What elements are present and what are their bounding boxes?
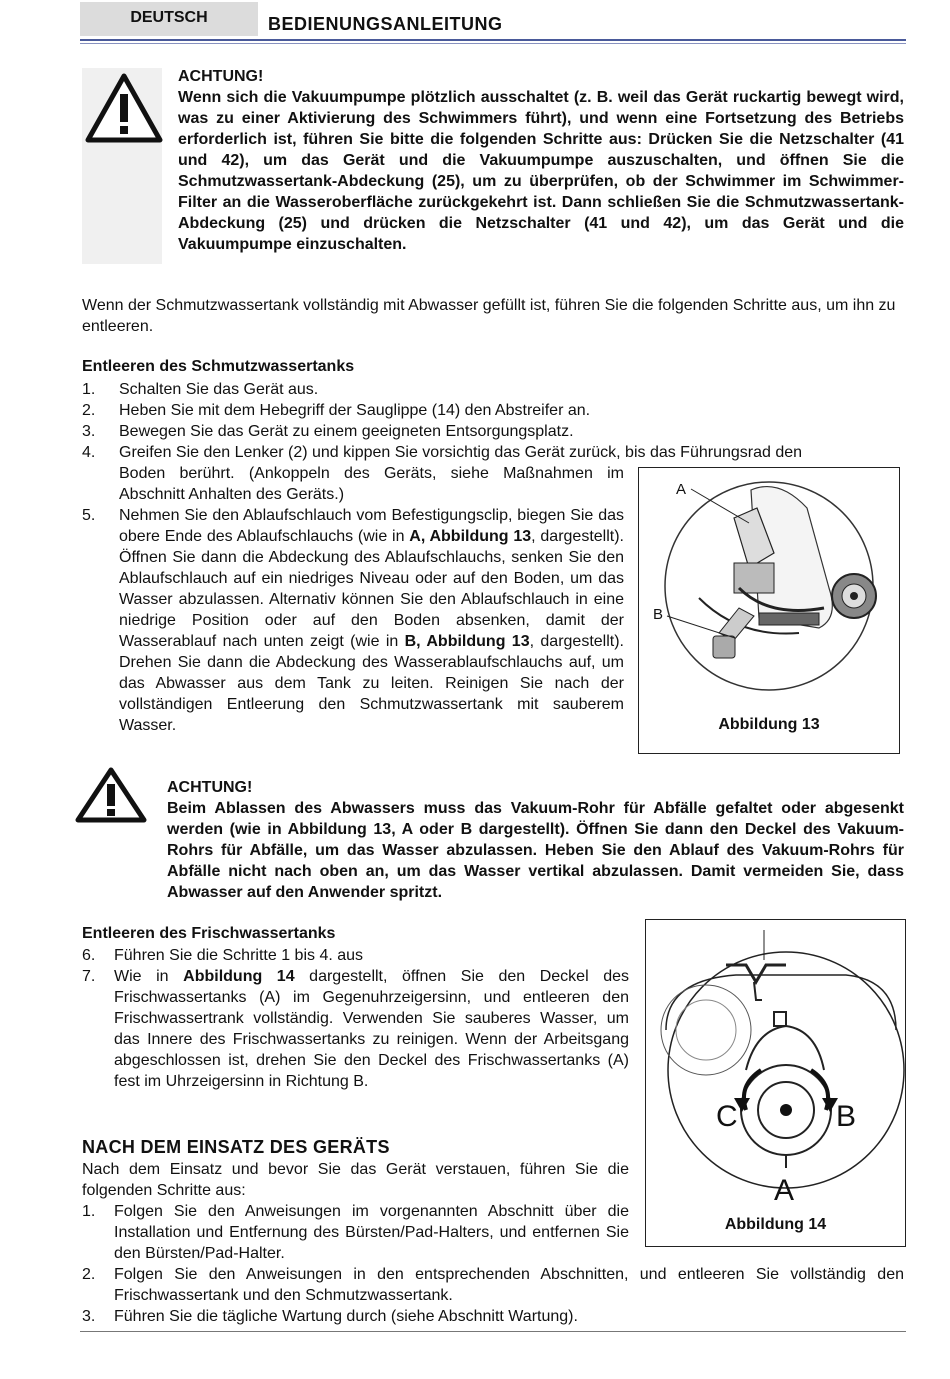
list-item: 3. Führen Sie die tägliche Wartung durch (siehe Abschnitt Wartung). bbox=[82, 1308, 578, 1325]
warning-block-2 bbox=[167, 777, 904, 903]
section-heading-dirty-tank: Entleeren des Schmutzwassertanks bbox=[82, 358, 355, 375]
list-item: 2. Heben Sie mit dem Hebegriff der Sauglippe (14) den Abstreifer an. bbox=[82, 402, 591, 419]
warning-icon-panel bbox=[82, 68, 162, 264]
figure-caption: Abbildung 13 bbox=[718, 716, 820, 733]
warning-title: ACHTUNG! bbox=[167, 779, 253, 796]
list-item: 3. Bewegen Sie das Gerät zu einem geeigneten Entsorgungsplatz. bbox=[82, 423, 574, 440]
warning-text: Wenn sich die Vakuumpumpe plötzlich ausschaltet (z. B. weil das Gerät ruckartig bewegt wird, was zu einer Aktivierung des Schwimmers führt), und wenn eine Fortsetzung des Betriebs erforderlich ist, führen Sie bitte die folgenden Schritte aus: Drücken Sie die Netzschalter (41 und 42), um das Gerät und die Vakuumpumpe auszuschalten, und öffnen Sie die Schmutzwassertank-Abdeckung (25), um zu überprüfen, ob der Schwimmer im Schwimmer-Filter an die Wasseroberfläche zurückgekehrt ist. Dann schließen Sie die Schmutzwassertank-Abdeckung (25) und drücken die Netzschalter (41 und 42), um das Gerät und die Vakuumpumpe einzuschalten. bbox=[178, 89, 904, 253]
list-item: 6. Führen Sie die Schritte 1 bis 4. aus bbox=[82, 947, 364, 964]
figure-label-c: C bbox=[716, 1100, 738, 1133]
steps-fresh-tank bbox=[82, 945, 629, 1092]
header-rule-thin bbox=[80, 43, 906, 44]
list-item: 4. Greifen Sie den Lenker (2) und kippen Sie vorsichtig das Gerät zurück, bis das Führungsrad den bbox=[82, 444, 803, 461]
figure-13 bbox=[638, 467, 900, 754]
header-rule bbox=[80, 39, 906, 41]
language-tab: DEUTSCH bbox=[80, 2, 258, 36]
step-4-continued: Boden berührt. (Ankoppeln des Geräts, siehe Maßnahmen im Abschnitt Anhalten des Geräts.) bbox=[119, 465, 624, 503]
figure-label-a: A bbox=[774, 1174, 795, 1207]
figure-14 bbox=[645, 919, 906, 1247]
document-title: BEDIENUNGSANLEITUNG bbox=[268, 14, 503, 34]
steps-after-use bbox=[82, 1201, 629, 1264]
warning-triangle-icon bbox=[84, 70, 164, 150]
section-heading-fresh-tank: Entleeren des Frischwassertanks bbox=[82, 925, 336, 942]
warning-title: ACHTUNG! bbox=[178, 68, 264, 85]
list-item: 5. Nehmen Sie den Ablaufschlauch vom Befestigungsclip, biegen Sie das obere Ende des Ablaufschlauchs (wie in A, Abbildung 13, dargestellt). Öffnen Sie dann die Abdeckung des Ablaufschlauchs, senken Sie den Ablaufschlauch auf ein niedriges Niveau oder auf den Boden, um das Wasser abzulassen. Alternativ können Sie den Ablaufschlauch in eine niedrige Position oder auf den Boden absenken, damit der Wasserablauf nach unten zeigt (wie in B, Abbildung 13, dargestellt). Drehen Sie dann die Abdeckung des Wasserablaufschlauchs auf, um das Abwasser aus dem Tank zu leiten. Reinigen Sie nach der vollständigen Entleerung den Schmutzwassertank mit sauberem Wasser. bbox=[82, 507, 625, 734]
figure-label-b: B bbox=[836, 1100, 857, 1133]
footer-rule bbox=[80, 1331, 906, 1332]
warning-text: Beim Ablassen des Abwassers muss das Vakuum-Rohr für Abfälle gefaltet oder abgesenkt werden (wie in Abbildung 13, A oder B dargestellt). Öffnen Sie dann den Deckel des Vakuum-Rohrs für Abfälle, um das Wasser abzulassen. Heben Sie den Ablauf des Vakuum-Rohrs für Abfälle nicht nach oben an, um das Wasser vertikal abzulassen. Damit vermeiden Sie, dass Abwasser auf den Anwender spritzt. bbox=[167, 800, 904, 901]
floor-scrubber-drain-illustration bbox=[639, 468, 899, 713]
warning-triangle-icon bbox=[74, 766, 148, 824]
steps-after-use-cont bbox=[82, 1264, 904, 1327]
list-item: 1. Schalten Sie das Gerät aus. bbox=[82, 381, 319, 398]
figure-caption: Abbildung 14 bbox=[724, 1216, 827, 1233]
list-item: 1. Folgen Sie den Anweisungen im vorgenannten Abschnitt über die Installation und Entfernung des Bürsten/Pad-Halters, und entfernen Sie den Bürsten/Pad-Halter. bbox=[82, 1203, 629, 1262]
figure-label-a: A bbox=[676, 481, 687, 498]
intro-paragraph: Wenn der Schmutzwassertank vollständig mit Abwasser gefüllt ist, führen Sie die folgenden Schritte aus, um ihn zu entleeren. bbox=[82, 297, 896, 335]
fresh-water-tank-cap-illustration bbox=[646, 920, 905, 1210]
steps-dirty-tank bbox=[82, 379, 904, 463]
list-item: 2. Folgen Sie den Anweisungen in den entsprechenden Abschnitten, und entleeren Sie vollständig den Frischwassertank und den Schmutzwassertank. bbox=[82, 1266, 904, 1304]
figure-label-b: B bbox=[653, 606, 664, 623]
list-item: 7. Wie in Abbildung 14 dargestellt, öffnen Sie den Deckel des Frischwassertanks (A) im Gegenuhrzeigersinn, und entleeren den Frischwassertrank vollständig. Verwenden Sie sauberes Wasser, um das Innere des Frischwassertanks zu reinigen. Wenn der Arbeitsgang abgeschlossen ist, drehen Sie den Deckel des Frischwassertanks (A) fest im Uhrzeigersinn in Richtung B. bbox=[82, 968, 630, 1090]
section-heading-after-use: NACH DEM EINSATZ DES GERÄTS bbox=[82, 1137, 390, 1157]
warning-block-1 bbox=[178, 66, 904, 255]
after-use-intro: Nach dem Einsatz und bevor Sie das Gerät verstauen, führen Sie die folgenden Schritte aus: bbox=[82, 1161, 629, 1199]
steps-dirty-tank-cont bbox=[82, 505, 624, 736]
